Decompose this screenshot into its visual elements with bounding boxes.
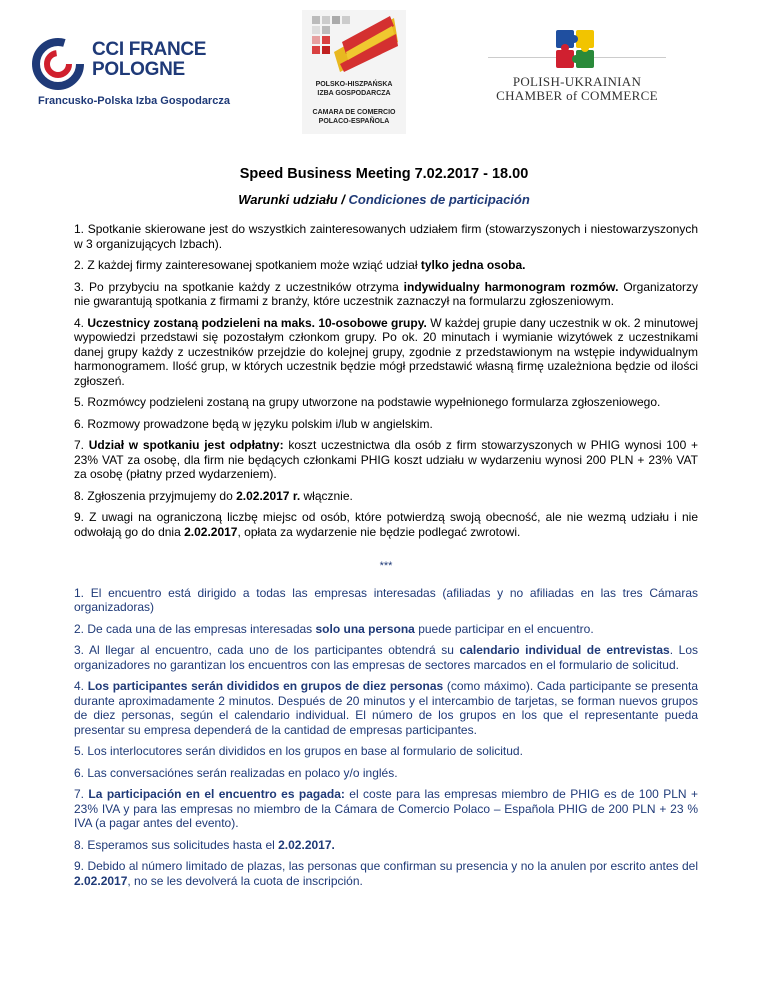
es-item-1: 1. El encuentro está dirigido a todas las empresas interesadas (afiliadas y no afiliadas en las tres Cámaras organizadoras) (74, 585, 699, 614)
pucc-name-line1: POLISH-UKRAINIAN (512, 74, 642, 89)
pl-item-8: 8. Zgłoszenia przyjmujemy do 2.02.2017 r. włącznie. (74, 488, 353, 503)
phig-logo (302, 10, 406, 134)
phig-flag-icon (306, 12, 402, 74)
es-item-5: 5. Los interlocutores serán divididos en los grupos en base al formulario de solicitud. (74, 744, 523, 758)
es-item-9: 9. Debido al número limitado de plazas, las personas que confirman su presencia y no la anulen por escrito antes del 2.02.2017, no se les devolverá la cuota de inscripción. (74, 859, 698, 888)
pl-item-1: 1. Spotkanie skierowane jest do wszystkich zainteresowanych udziałem firm (stowarzyszonych i niestowarzyszonych w 3 organizujących Izbach). (74, 222, 698, 251)
pl-item-4: 4. Uczestnicy zostaną podzieleni na maks. 10-osobowe grupy. W każdej grupie dany uczestnik w ok. 2 minutowej wypowiedzi przedstawi się pozostałym członkom grupy. Po ok. 20 minutach i wymianie wizytówek z uczestnikami danej grupy każdy z uczestników przejdzie do kolejnej grupy, zgodnie z przedstawionym na wstępie indywidualnym harmonogramem. Ilość grup, w których uczestnik będzie mógł przedstawić własną firmę uzależniona będzie od ilości zgłoszeń. (74, 315, 698, 388)
puzzle-icon (554, 28, 598, 72)
pl-item-9: 9. Z uwagi na ograniczoną liczbę miejsc od osób, które potwierdzą swoją obecność, ale nie wezmą udziału i nie odwołają go do dnia 2.02.2017, opłata za wydarzenie nie będzie podlegać zwrotowi. (74, 510, 698, 539)
pl-item-5: 5. Rozmówcy podzieleni zostaną na grupy utworzone na podstawie wypełnionego formularza zgłoszeniowego. (74, 395, 661, 409)
es-item-3: 3. Al llegar al encuentro, cada uno de los participantes obtendrá su calendario individual de entrevistas. Los organizadores no garantizan los encuentros con las empresas de sectores marcados en el formulario de solicitud. (74, 643, 699, 672)
subtitle-es: Condiciones de participación (348, 192, 530, 207)
phig-name-es: CAMARA DE COMERCIO POLACO-ESPAÑOLA (312, 109, 396, 125)
pl-item-6: 6. Rozmowy prowadzone będą w języku polskim i/lub w angielskim. (74, 416, 433, 431)
cci-name: CCI FRANCE POLOGNE (92, 39, 207, 80)
pl-item-3: 3. Po przybyciu na spotkanie każdy z uczestników otrzyma indywidualny harmonogram rozmów. Organizatorzy nie gwarantują spotkania z firmami z branży, które uczestnik zaznaczył na formularzu zgłoszeniowym. (74, 279, 699, 308)
es-item-8: 8. Esperamos sus solicitudes hasta el 2.02.2017. (74, 837, 335, 852)
es-item-7: 7. La participación en el encuentro es pagada: el coste para las empresas miembro de PHIG es de 100 PLN + 23% IVA y para las empresas no miembro de la Cámara de Comercio Polaco – Española PHIG de 200 PLN + 23 % IVA (a pagar antes del evento). (74, 787, 698, 830)
pl-item-7: 7. Udział w spotkaniu jest odpłatny: koszt uczestnictwa dla osób z firm stowarzyszonych w PHIG wynosi 100 + 23% VAT za osobę, dla firm nie będących członkami PHIG koszt udziału w wydarzeniu wynosi 200 PLN + 23% VAT za osobę (płatny przed wydarzeniem). (74, 438, 698, 481)
section-separator: *** (379, 560, 393, 572)
spanish-conditions (74, 586, 698, 889)
subtitle-pl: Warunki udziału / (238, 192, 349, 207)
es-item-2: 2. De cada una de las empresas interesadas solo una persona puede participar en el encuentro. (74, 621, 594, 636)
document-title: Speed Business Meeting 7.02.2017 - 18.00 (239, 166, 529, 182)
es-item-6: 6. Las conversaciónes serán realizadas en polaco y/o inglés. (74, 765, 398, 780)
phig-name-pl: POLSKO-HISZPAŃSKA IZBA GOSPODARCZA (315, 81, 393, 97)
document-subtitle (0, 192, 768, 207)
pucc-name-line2: CHAMBER of COMMERCE (496, 88, 658, 103)
cci-france-pologne-logo (32, 38, 242, 110)
pl-item-2: 2. Z każdej firmy zainteresowanej spotkaniem może wziąć udział tylko jedna osoba. (74, 258, 526, 272)
polish-conditions (74, 222, 698, 539)
es-item-4: 4. Los participantes serán divididos en grupos de diez personas (como máximo). Cada participante se presenta durante aproximadamente 2 minutos. Después de 20 minutos y el intercambio de tarjetas, se forman nuevos grupos de diez personas, según el calendario individual. El número de los grupos en los que el representante pueda presentar su empresa dependerá de la cantidad de empresas participantes. (74, 679, 698, 737)
cci-subtitle: Francusko-Polska Izba Gospodarcza (38, 95, 230, 107)
document-body (74, 222, 698, 895)
cci-mark-icon (32, 38, 84, 90)
pucc-logo (488, 28, 666, 104)
